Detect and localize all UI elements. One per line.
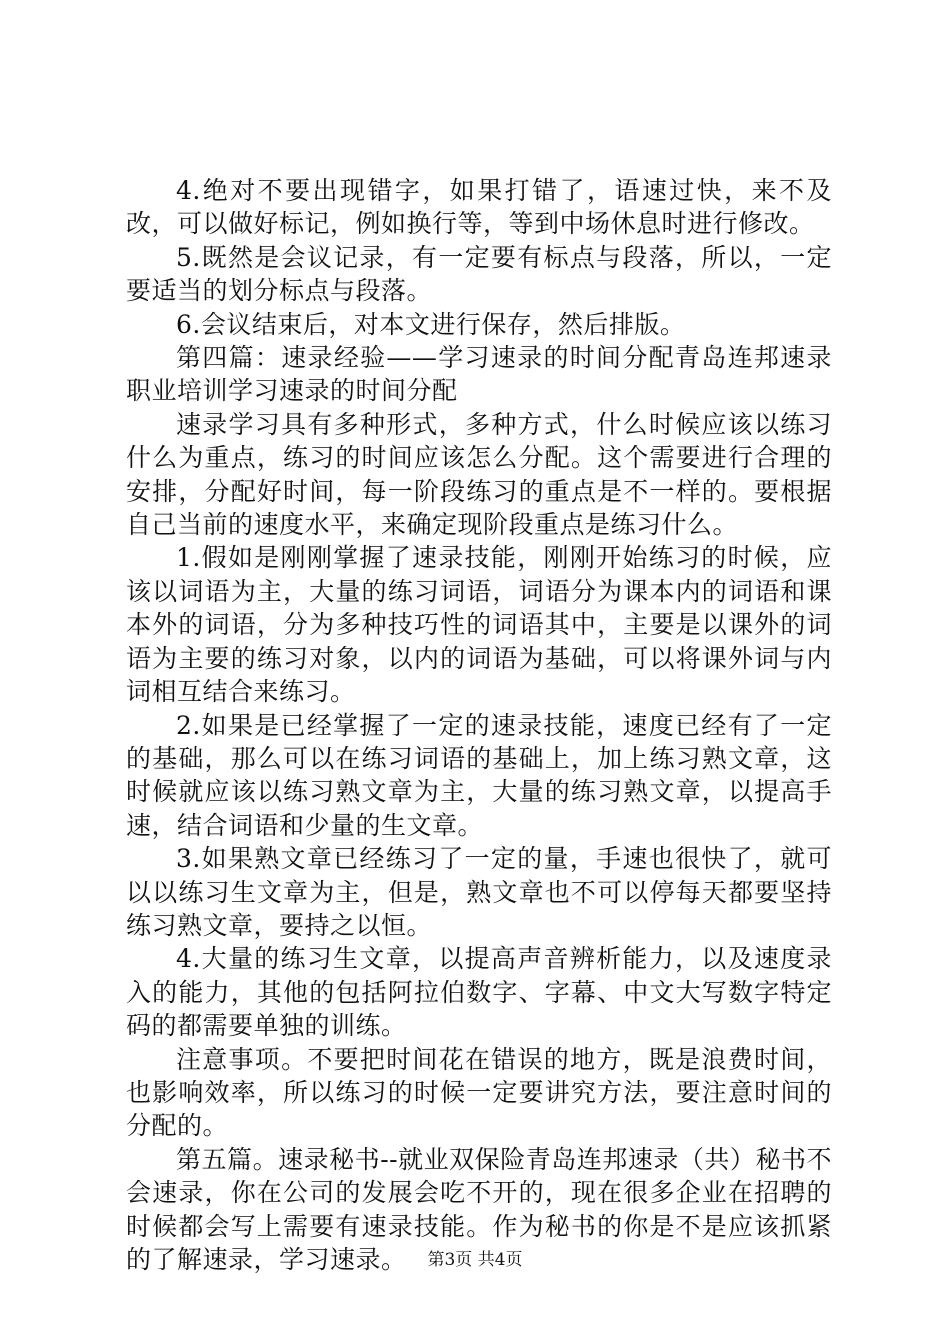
paragraph: 6.会议结束后，对本文进行保存，然后排版。 xyxy=(176,309,686,339)
paragraph: 速录学习具有多种形式，多种方式，什么时候应该以练习什么为重点，练习的时间应该怎么分配。这个需要进行合理的安排，分配好时间，每一阶段练习的重点是不一样的。要根据自己当前的速度水平，来确定现阶段重点是练习什么。 xyxy=(126,409,832,540)
paragraph: 1.假如是刚刚掌握了速录技能，刚刚开始练习的时候，应该以词语为主，大量的练习词语，词语分为课本内的词语和课本外的词语，分为多种技巧性的词语其中，主要是以课外的词语为主要的练习对象，以内的词语为基础，可以将课外词与内词相互结合来练习。 xyxy=(126,543,832,707)
paragraph: 5.既然是会议记录，有一定要有标点与段落，所以，一定要适当的划分标点与段落。 xyxy=(126,242,832,306)
paragraph: 4.大量的练习生文章，以提高声音辨析能力，以及速度录入的能力，其他的包括阿拉伯数字、字幕、中文大写数字特定码的都需要单独的训练。 xyxy=(126,944,832,1041)
section-heading: 第四篇：速录经验——学习速录的时间分配青岛连邦速录职业培训学习速录的时间分配 xyxy=(126,343,832,406)
paragraph: 注意事项。不要把时间花在错误的地方，既是浪费时间，也影响效率，所以练习的时候一定要讲究方法，要注意时间的分配的。 xyxy=(126,1044,832,1141)
paragraph: 3.如果熟文章已经练习了一定的量，手速也很快了，就可以以练习生文章为主，但是，熟文章也不可以停每天都要坚持练习熟文章，要持之以恒。 xyxy=(126,844,832,940)
section-heading: 第五篇。速录秘书--就业双保险青岛连邦速录（共）秘书不会速录，你在公司的发展会吃不开的，现在很多企业在招聘的时候都会写上需要有速录技能。作为秘书的你是不是应该抓紧的了解速录，学习速录。 xyxy=(126,1144,832,1274)
page-footer: 第3页 共4页 xyxy=(427,1250,523,1270)
paragraph: 2.如果是已经掌握了一定的速录技能，速度已经有了一定的基础，那么可以在练习词语的基础上，加上练习熟文章，这时候就应该以练习熟文章为主，大量的练习熟文章，以提高手速，结合词语和少量的生文章。 xyxy=(126,710,832,840)
document-body xyxy=(126,174,832,1276)
paragraph: 4.绝对不要出现错字，如果打错了，语速过快，来不及改，可以做好标记，例如换行等，等到中场休息时进行修改。 xyxy=(126,176,832,239)
